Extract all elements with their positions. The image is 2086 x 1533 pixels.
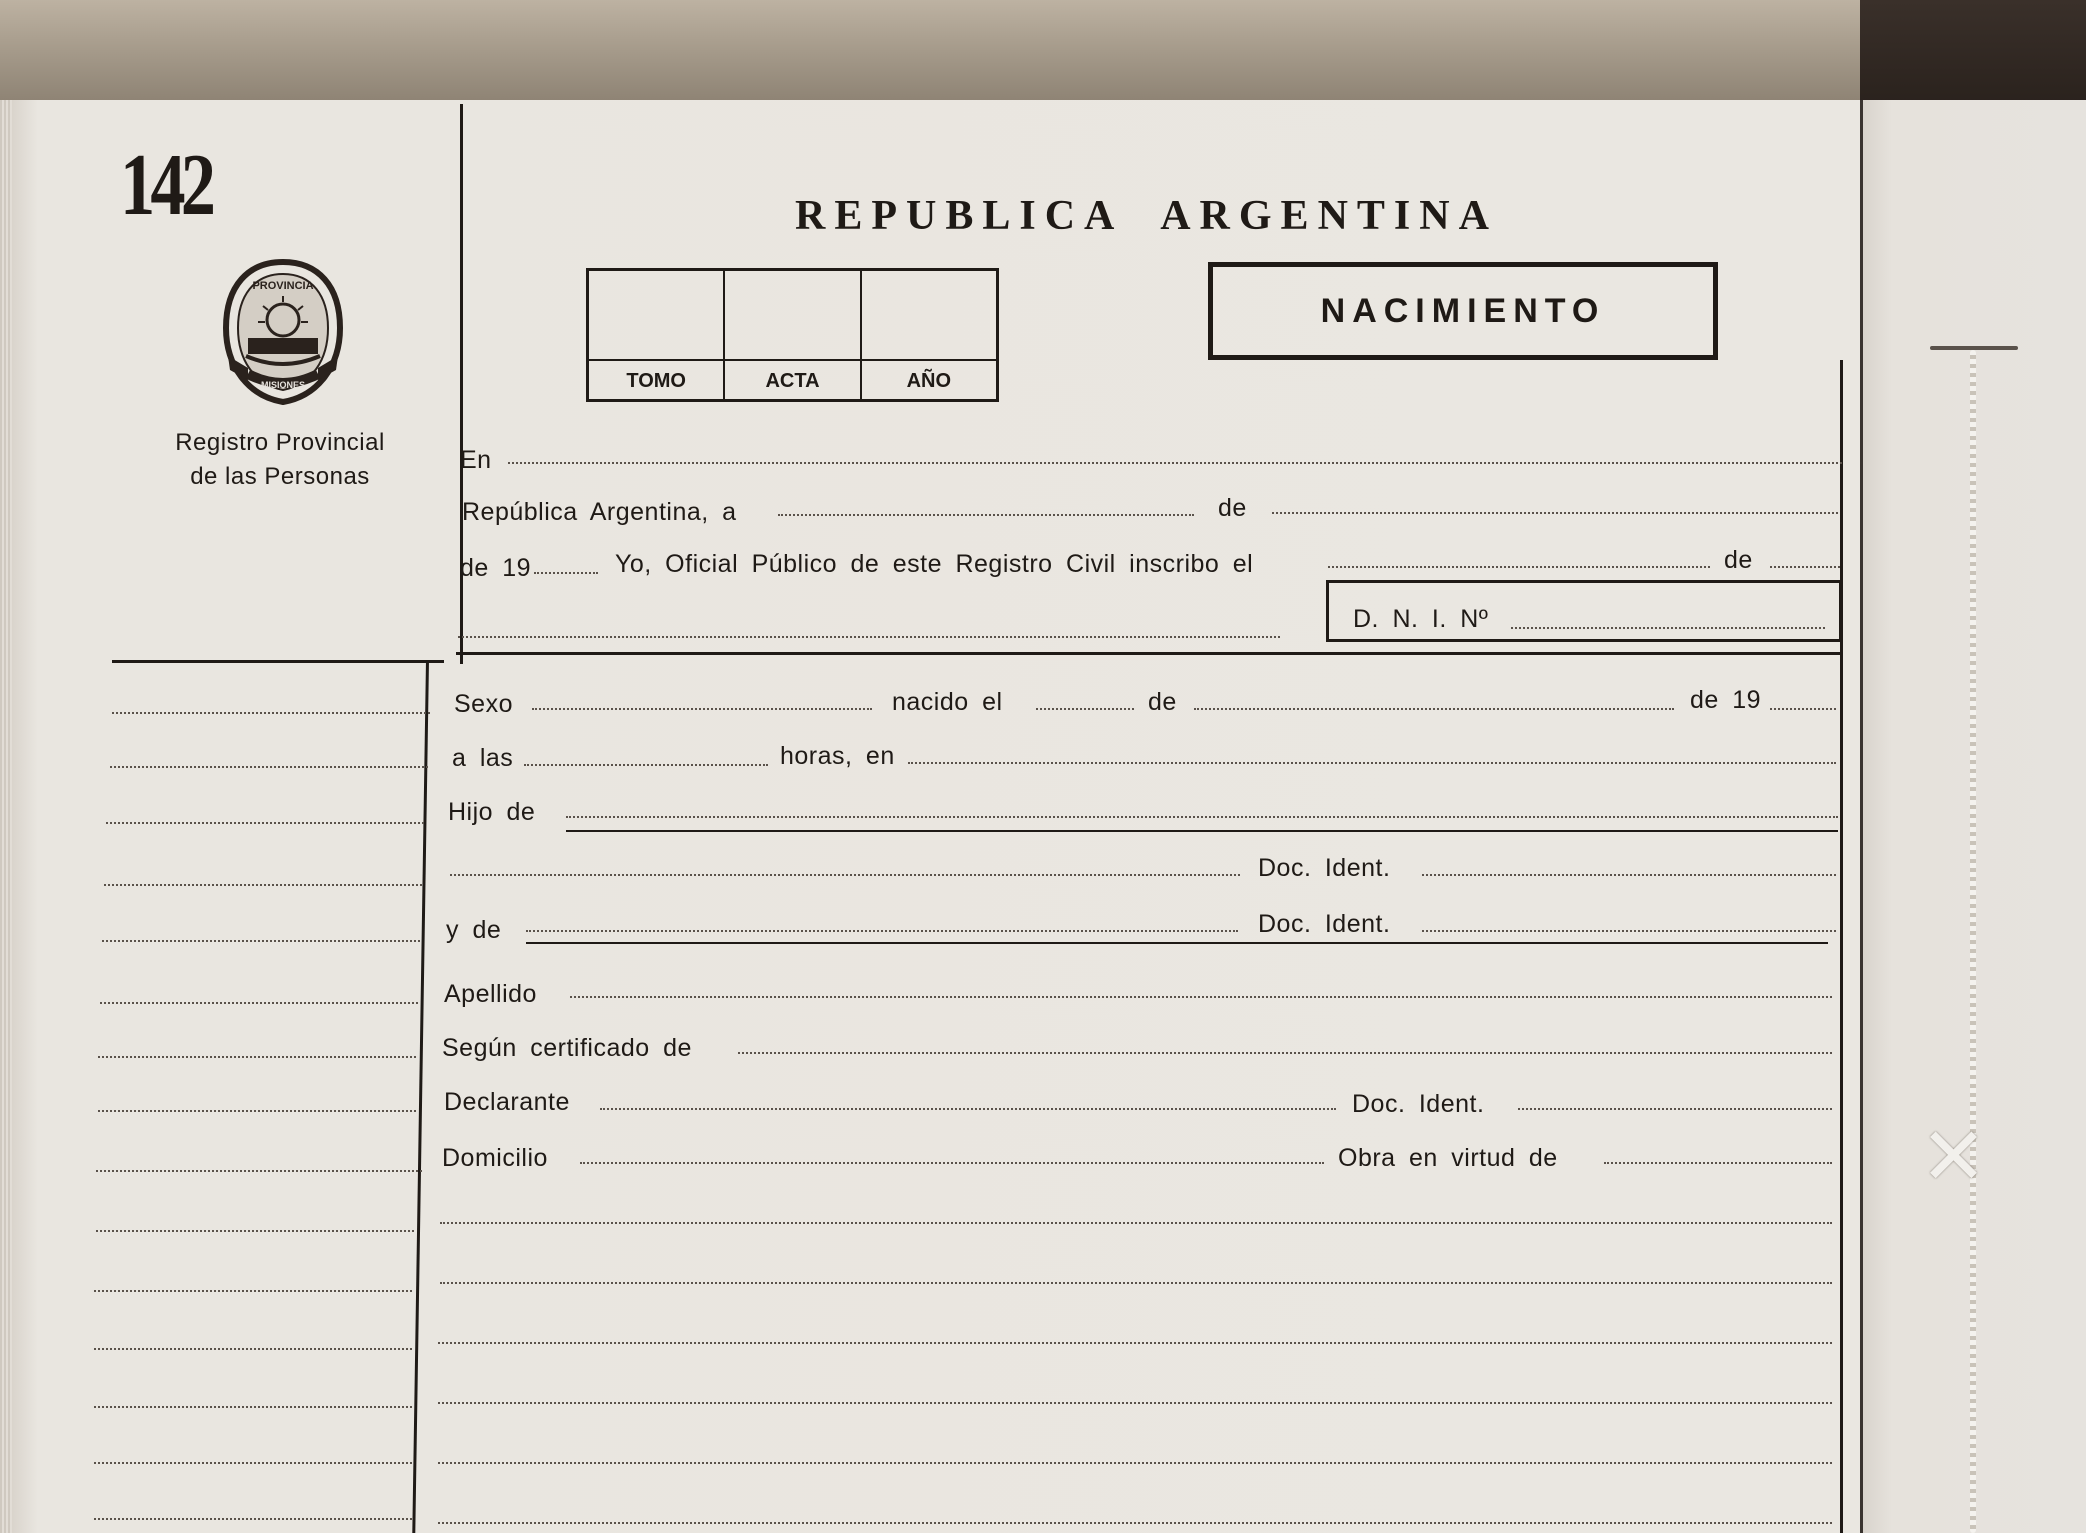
acta-label: ACTA <box>725 359 859 399</box>
province-emblem-icon <box>218 256 348 406</box>
registry-line1: Registro Provincial <box>175 429 385 456</box>
tomo-label: TOMO <box>589 359 723 399</box>
field-nacido-ano[interactable] <box>1770 708 1836 710</box>
field-sexo[interactable] <box>532 708 872 710</box>
notes-line[interactable] <box>438 1342 1832 1344</box>
field-declarante[interactable] <box>600 1108 1336 1110</box>
registry-line2: de las Personas <box>190 463 370 490</box>
tomo-acta-ano-box <box>586 268 999 402</box>
label-y-de: y de <box>446 916 502 944</box>
notes-line[interactable] <box>440 1222 1832 1224</box>
field-dia[interactable] <box>778 514 1194 516</box>
field-certificado[interactable] <box>738 1052 1832 1054</box>
label-de-3: de <box>1148 688 1177 716</box>
page-edge <box>0 100 12 1533</box>
margin-line <box>98 1056 416 1058</box>
margin-line <box>94 1406 412 1408</box>
page-divider <box>1860 100 1863 1533</box>
margin-line <box>94 1462 412 1464</box>
record-type-box: NACIMIENTO <box>1208 262 1718 360</box>
field-ano-1[interactable] <box>534 572 598 574</box>
field-mes[interactable] <box>1272 512 1838 514</box>
label-doc-ident-3: Doc. Ident. <box>1352 1090 1485 1118</box>
label-en: En <box>460 446 492 474</box>
label-segun: Según certificado de <box>442 1034 692 1062</box>
registry-name <box>140 426 420 494</box>
padre-rule <box>566 830 1838 832</box>
madre-rule <box>526 942 1828 944</box>
label-sexo: Sexo <box>454 690 513 718</box>
binding-thread <box>1970 350 1976 1533</box>
field-apellido[interactable] <box>570 996 1832 998</box>
ano-label: AÑO <box>862 359 996 399</box>
margin-line <box>94 1518 412 1520</box>
form-right-rule <box>1840 360 1843 1533</box>
dni-box <box>1326 580 1842 642</box>
book-cover-corner <box>1860 0 2086 104</box>
margin-line <box>94 1348 412 1350</box>
field-nombre[interactable] <box>458 636 1280 638</box>
label-de-1: de <box>1218 494 1247 522</box>
label-a-las: a las <box>452 744 514 772</box>
field-hora[interactable] <box>524 764 768 766</box>
page-number: 142 <box>120 137 212 234</box>
field-dni[interactable] <box>1511 627 1825 629</box>
field-inscribo[interactable] <box>1328 566 1710 568</box>
label-republica: República Argentina, a <box>462 498 737 526</box>
margin-line <box>96 1230 414 1232</box>
field-madre[interactable] <box>526 930 1238 932</box>
margin-line <box>96 1170 422 1172</box>
section-divider-right <box>456 652 1842 655</box>
tomo-cell[interactable] <box>589 271 725 399</box>
label-doc-ident-2: Doc. Ident. <box>1258 910 1391 938</box>
notes-line[interactable] <box>438 1402 1832 1404</box>
field-obra[interactable] <box>1604 1162 1832 1164</box>
field-padre[interactable] <box>566 816 1838 818</box>
field-nacido-dia[interactable] <box>1036 708 1134 710</box>
notes-line[interactable] <box>438 1462 1832 1464</box>
field-padre-cont[interactable] <box>450 874 1240 876</box>
form-title: REPUBLICA ARGENTINA <box>795 193 1498 239</box>
emblem-top-text: PROVINCIA <box>252 280 314 292</box>
field-lugar[interactable] <box>908 762 1836 764</box>
label-declarante: Declarante <box>444 1088 570 1116</box>
notes-line[interactable] <box>438 1522 1832 1524</box>
margin-line <box>104 884 422 886</box>
section-divider-left <box>112 660 444 663</box>
label-doc-ident-1: Doc. Ident. <box>1258 854 1391 882</box>
margin-line <box>94 1290 412 1292</box>
acta-cell[interactable] <box>725 271 861 399</box>
field-doc-declarante[interactable] <box>1518 1108 1832 1110</box>
margin-line <box>106 822 424 824</box>
thread-stitch-icon: ✕ <box>1920 1110 1988 1203</box>
label-de19-a: de 19 <box>460 554 532 582</box>
label-apellido: Apellido <box>444 980 537 1008</box>
book-cover-top <box>0 0 1860 104</box>
field-doc-madre[interactable] <box>1422 930 1836 932</box>
label-dni: D. N. I. Nº <box>1353 605 1489 633</box>
label-nacido-el: nacido el <box>892 688 1003 716</box>
notes-line[interactable] <box>440 1282 1832 1284</box>
label-yo-oficial: Yo, Oficial Público de este Registro Civil inscribo el <box>615 550 1254 578</box>
field-doc-padre[interactable] <box>1422 874 1836 876</box>
label-de19-b: de 19 <box>1690 686 1762 714</box>
margin-line <box>98 1110 416 1112</box>
margin-line <box>110 766 428 768</box>
label-obra: Obra en virtud de <box>1338 1144 1558 1172</box>
field-domicilio[interactable] <box>580 1162 1324 1164</box>
ano-cell[interactable] <box>862 271 996 399</box>
field-en[interactable] <box>508 462 1842 464</box>
label-de-2: de <box>1724 546 1753 574</box>
label-horas-en: horas, en <box>780 742 895 770</box>
margin-line <box>102 940 420 942</box>
label-domicilio: Domicilio <box>442 1144 548 1172</box>
field-nacido-mes[interactable] <box>1194 708 1674 710</box>
margin-line <box>100 1002 418 1004</box>
label-hijo-de: Hijo de <box>448 798 536 826</box>
margin-line <box>112 712 430 714</box>
emblem-bottom-text: MISIONES <box>260 380 306 390</box>
field-de-2[interactable] <box>1770 566 1840 568</box>
